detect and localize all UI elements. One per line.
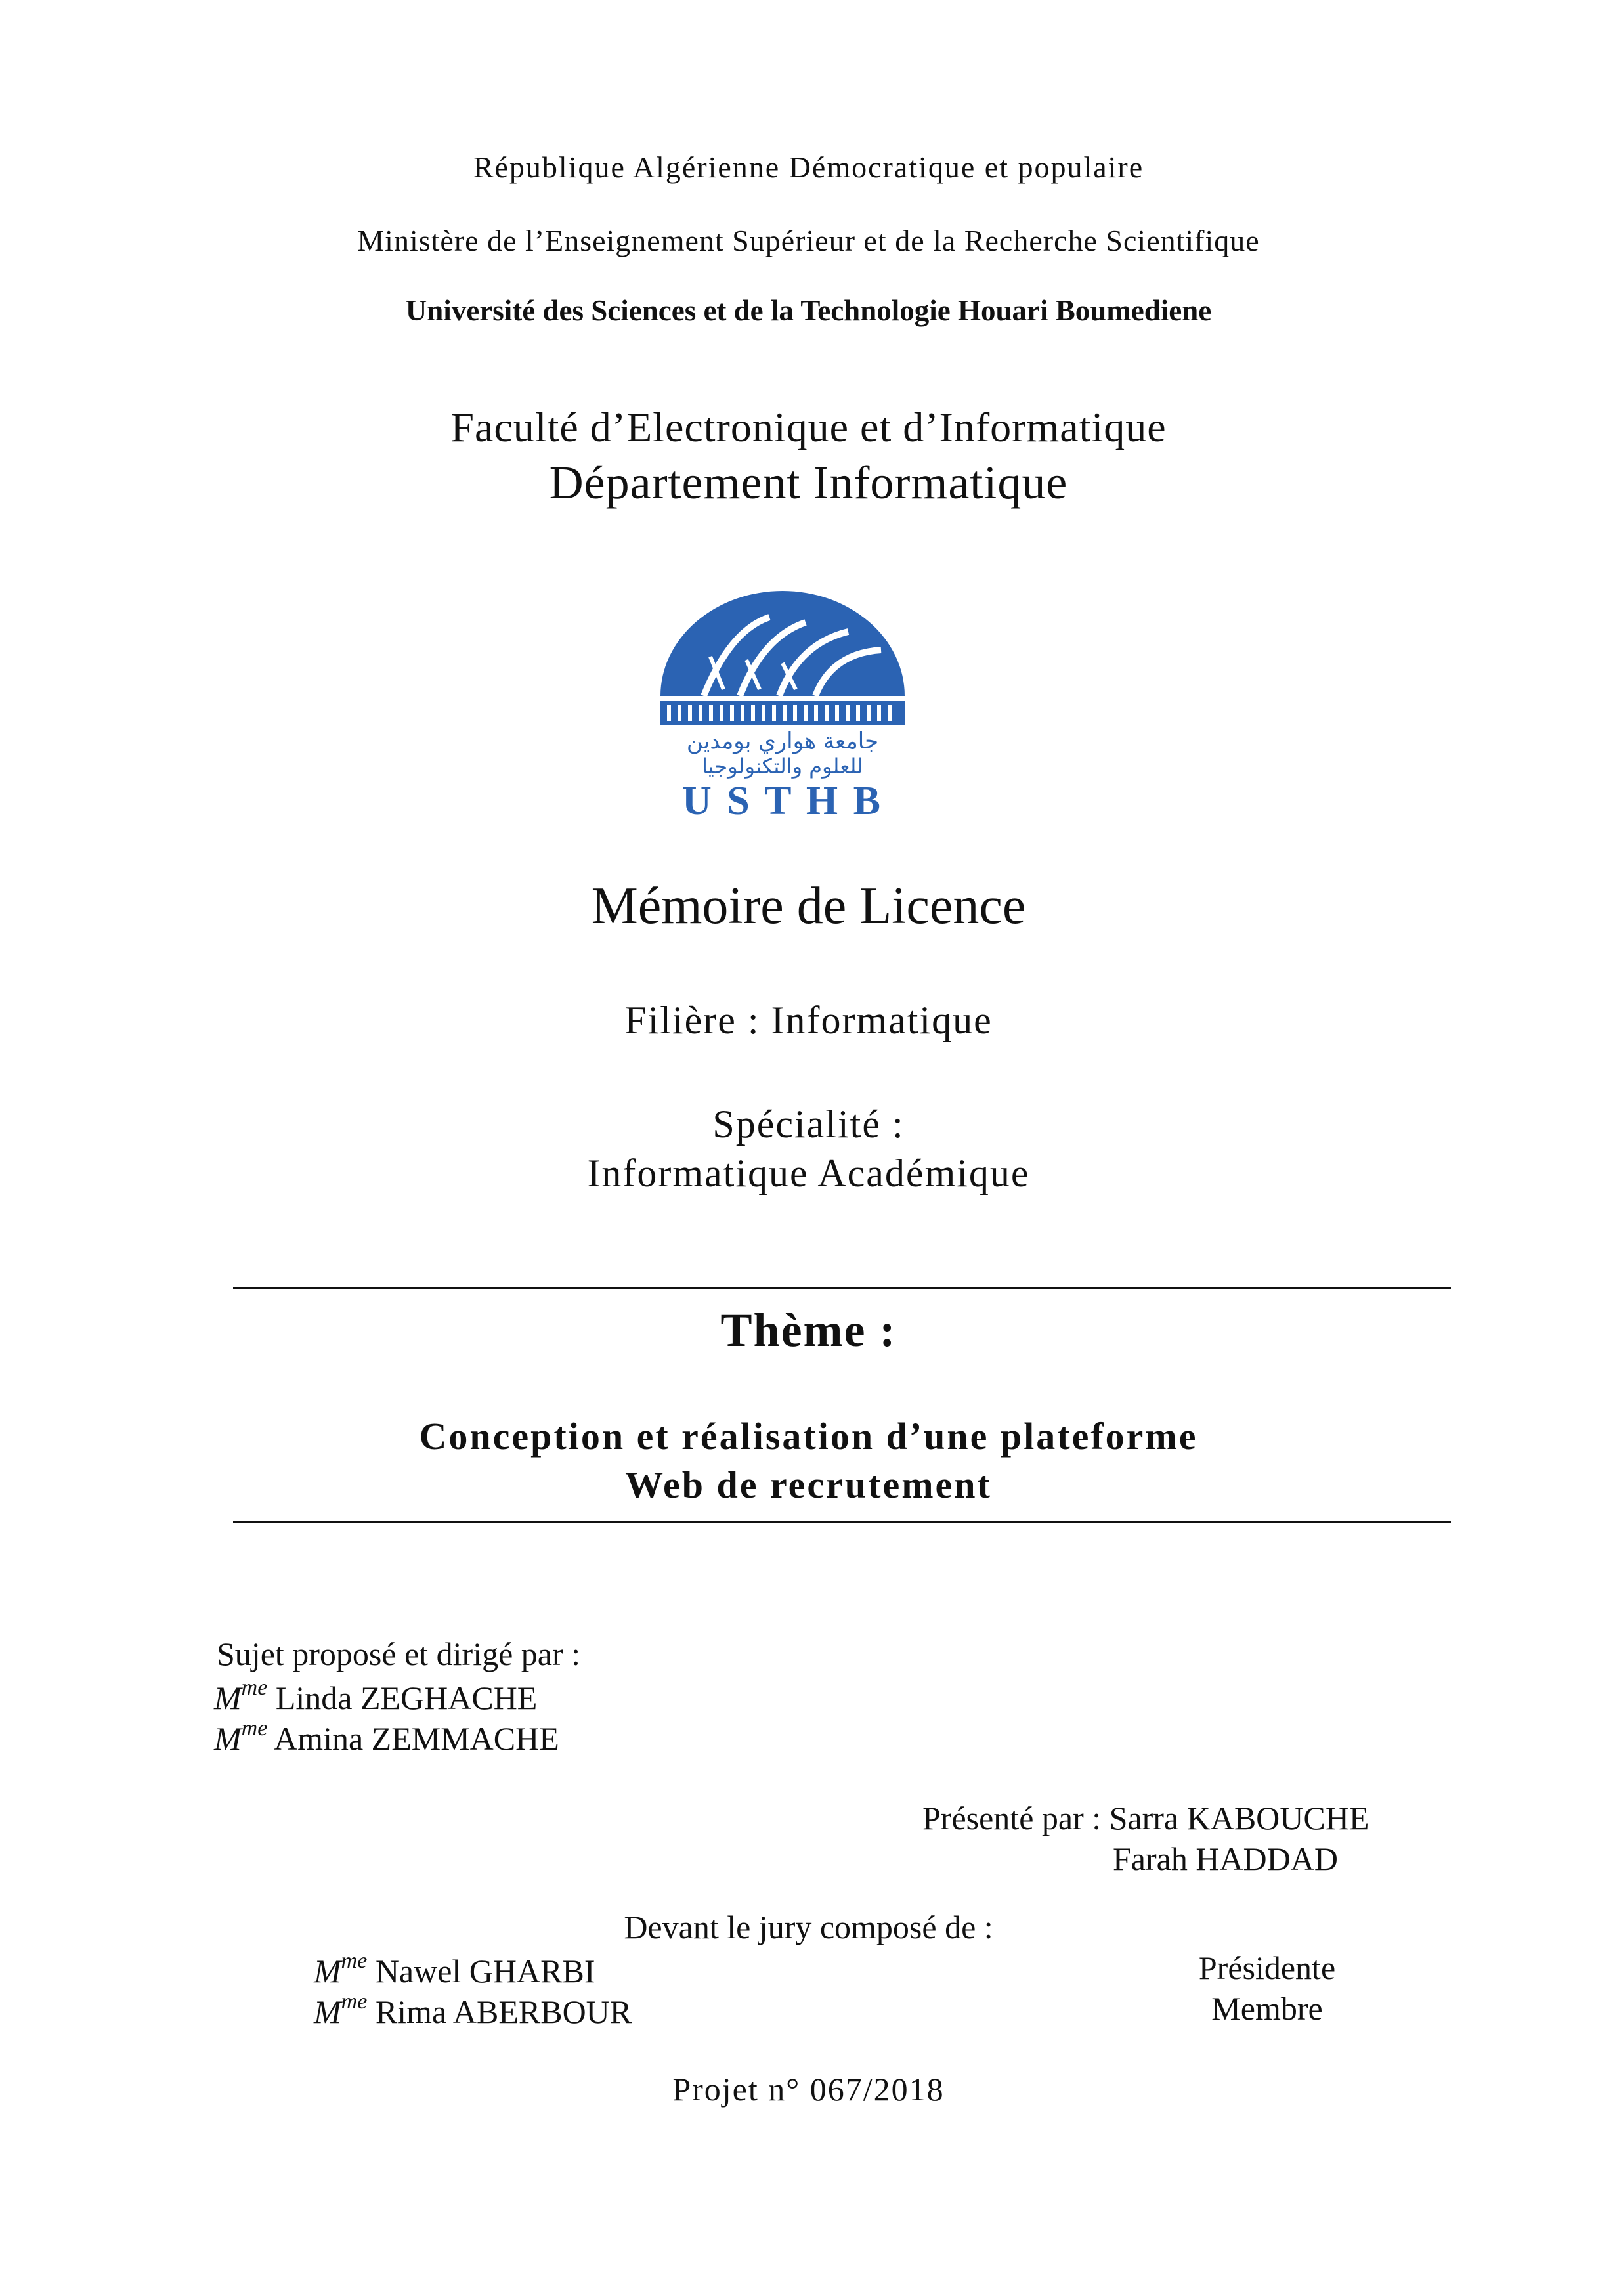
divider-top — [233, 1287, 1451, 1289]
faculty-line: Faculté d’Electronique et d’Informatique — [450, 404, 1167, 450]
jury-label: Devant le jury composé de : — [624, 1909, 993, 1945]
jury-member-2 — [314, 1989, 632, 2031]
jury-role-2: Membre — [1211, 1990, 1323, 2027]
project-number: Projet n° 067/2018 — [672, 2071, 945, 2108]
supervision-label: Sujet proposé et dirigé par : — [217, 1635, 581, 1672]
specialite-value: Informatique Académique — [587, 1152, 1030, 1195]
specialite-label: Spécialité : — [712, 1102, 905, 1146]
logo-arabic-line-1: جامعة هواري بومدين — [686, 728, 879, 754]
colonnade-icon — [660, 701, 905, 725]
department-line: Département Informatique — [549, 456, 1068, 509]
theme-title-line-1: Conception et réalisation d’une plateforme — [419, 1415, 1198, 1458]
logo-acronym: U S T H B — [682, 779, 883, 823]
title-prefix: $M^{me}$ — [314, 1949, 368, 1989]
presented-by — [922, 1799, 1369, 1837]
director-2 — [214, 1716, 559, 1758]
theme-heading: Thème : — [720, 1304, 897, 1356]
title-prefix: $M^{me}$ — [314, 1989, 368, 2030]
ministry-line: Ministère de l’Enseignement Supérieur et de la Recherche Scientifique — [357, 224, 1260, 257]
jury-member-1 — [314, 1949, 595, 1990]
divider-bottom — [233, 1521, 1451, 1523]
presented-by-label: Présenté par : — [922, 1800, 1102, 1836]
filiere-line: Filière : Informatique — [624, 999, 993, 1042]
usthb-logo — [658, 591, 907, 827]
dome-icon — [660, 591, 905, 696]
jury-role-1: Présidente — [1198, 1949, 1336, 1986]
director-name: Amina ZEMMACHE — [274, 1720, 559, 1757]
jury-member-name: Rima ABERBOUR — [375, 1993, 632, 2030]
director-name: Linda ZEGHACHE — [275, 1679, 538, 1716]
republic-line: République Algérienne Démocratique et populaire — [473, 150, 1144, 184]
student-1: Sarra KABOUCHE — [1109, 1800, 1369, 1836]
student-2: Farah HADDAD — [1113, 1840, 1338, 1877]
director-1 — [214, 1676, 537, 1717]
theme-title-line-2: Web de recrutement — [625, 1463, 992, 1506]
jury-member-name: Nawel GHARBI — [375, 1953, 595, 1989]
logo-arabic-line-2: للعلوم والتكنولوجيا — [702, 754, 863, 779]
title-prefix: $M^{me}$ — [214, 1716, 268, 1757]
university-line: Université des Sciences et de la Technologie Houari Boumediene — [405, 294, 1212, 327]
title-prefix: $M^{me}$ — [214, 1676, 268, 1716]
document-type: Mémoire de Licence — [591, 877, 1026, 935]
